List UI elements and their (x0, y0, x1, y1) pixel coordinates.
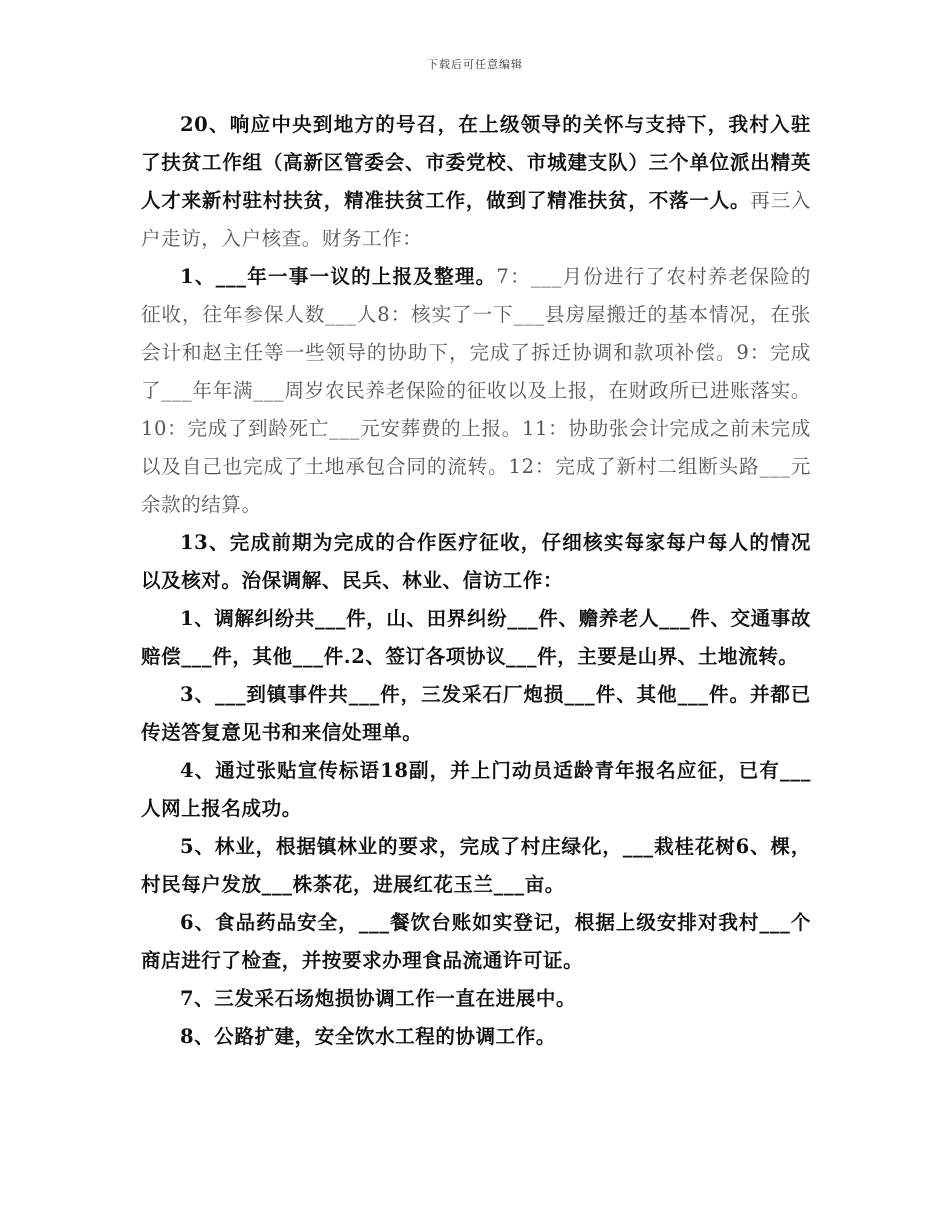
paragraph-4-bold-text: 1、调解纠纷共___件，山、田界纠纷___件、赡养老人___件、交通事故赔偿___件，其他___件.2、签订各项协议___件，主要是山界、土地流转。 (141, 607, 811, 668)
paragraph-9 (141, 980, 811, 1018)
paragraph-6-bold-text: 4、通过张贴宣传标语18副，并上门动员适龄青年报名应征，已有___人网上报名成功。 (141, 759, 811, 820)
paragraph-7 (141, 828, 811, 904)
paragraph-3 (141, 524, 811, 600)
paragraph-4 (141, 600, 811, 676)
paragraph-8-bold-text: 6、食品药品安全，___餐饮台账如实登记，根据上级安排对我村___个商店进行了检查，并按要求办理食品流通许可证。 (141, 911, 811, 972)
paragraph-1-light-text: 再三入户走访，入户核查。财务工作： (141, 189, 811, 250)
paragraph-1-bold-text: 20、响应中央到地方的号召，在上级领导的关怀与支持下，我村入驻了扶贫工作组（高新区管委会、市委党校、市城建支队）三个单位派出精英人才来新村驻村扶贫，精准扶贫工作，做到了精准扶贫，不落一人。 (141, 113, 811, 212)
paragraph-7-bold-text: 5、林业，根据镇林业的要求，完成了村庄绿化，___栽桂花树6、棵，村民每户发放___株茶花，进展红花玉兰___亩。 (141, 835, 811, 896)
paragraph-8 (141, 904, 811, 980)
page-header-note: 下载后可任意编辑 (427, 58, 523, 71)
paragraph-10 (141, 1018, 811, 1056)
paragraph-2-light-text: 7：___月份进行了农村养老保险的征收，往年参保人数___人8：核实了一下___县房屋搬迁的基本情况，在张会计和赵主任等一些领导的协助下，完成了拆迁协调和款项补偿。9：完成了___年年满___周岁农民养老保险的征收以及上报，在财政所已进账落实。10：完成了到龄死亡___元安葬费的上报。11：协助张会计完成之前未完成以及自己也完成了土地承包合同的流转。12：完成了新村二组断头路___元余款的结算。 (141, 265, 811, 516)
paragraph-6 (141, 752, 811, 828)
paragraph-1 (141, 106, 811, 258)
paragraph-9-bold-text: 7、三发采石场炮损协调工作一直在进展中。 (180, 987, 577, 1010)
paragraph-2-bold-text: 1、___年一事一议的上报及整理。 (180, 265, 497, 288)
paragraph-3-bold-text: 13、完成前期为完成的合作医疗征收，仔细核实每家每户每人的情况以及核对。治保调解、民兵、林业、信访工作： (141, 531, 811, 592)
paragraph-5-bold-text: 3、___到镇事件共___件，三发采石厂炮损___件、其他___件。并都已传送答复意见书和来信处理单。 (141, 683, 811, 744)
paragraph-10-bold-text: 8、公路扩建，安全饮水工程的协调工作。 (180, 1025, 556, 1048)
paragraph-2 (141, 258, 811, 524)
document-body (141, 106, 811, 1056)
paragraph-5 (141, 676, 811, 752)
